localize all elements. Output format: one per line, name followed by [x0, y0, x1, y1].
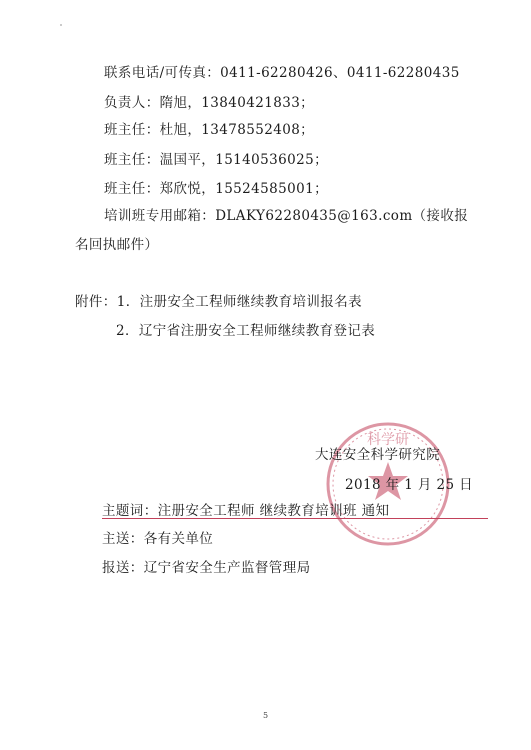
- email-line-2: 名回执邮件）: [75, 237, 159, 253]
- head-teacher-line-3: 班主任：郑欣悦，15524585001；: [104, 181, 328, 197]
- send-to-line: 主送：各有关单位: [102, 531, 214, 547]
- report-to-line: 报送：辽宁省安全生产监督管理局: [102, 560, 311, 576]
- phone-fax-line: 联系电话/可传真：0411-62280426、0411-62280435: [104, 65, 460, 81]
- signing-organization: 大连安全科学研究院: [315, 447, 441, 463]
- attachment-item-2: 2．辽宁省注册安全工程师继续教育登记表: [116, 323, 376, 339]
- signing-date: 2018 年 1 月 25 日: [345, 477, 474, 493]
- email-line-1: 培训班专用邮箱：DLAKY62280435@163.com（接收报: [104, 208, 469, 224]
- head-teacher-line-2: 班主任：温国平，15140536025；: [104, 152, 328, 168]
- scan-speck: [60, 24, 62, 26]
- attachment-item-1: 附件：1．注册安全工程师继续教育培训报名表: [75, 294, 362, 310]
- director-line: 负责人：隋旭，13840421833；: [104, 95, 315, 111]
- page-number: 5: [262, 711, 269, 720]
- keywords-divider: [102, 518, 488, 519]
- seal-text: 科学研: [367, 432, 409, 448]
- head-teacher-line-1: 班主任：杜旭，13478552408；: [104, 122, 315, 138]
- keywords-line: 主题词：注册安全工程师 继续教育培训班 通知: [102, 503, 390, 519]
